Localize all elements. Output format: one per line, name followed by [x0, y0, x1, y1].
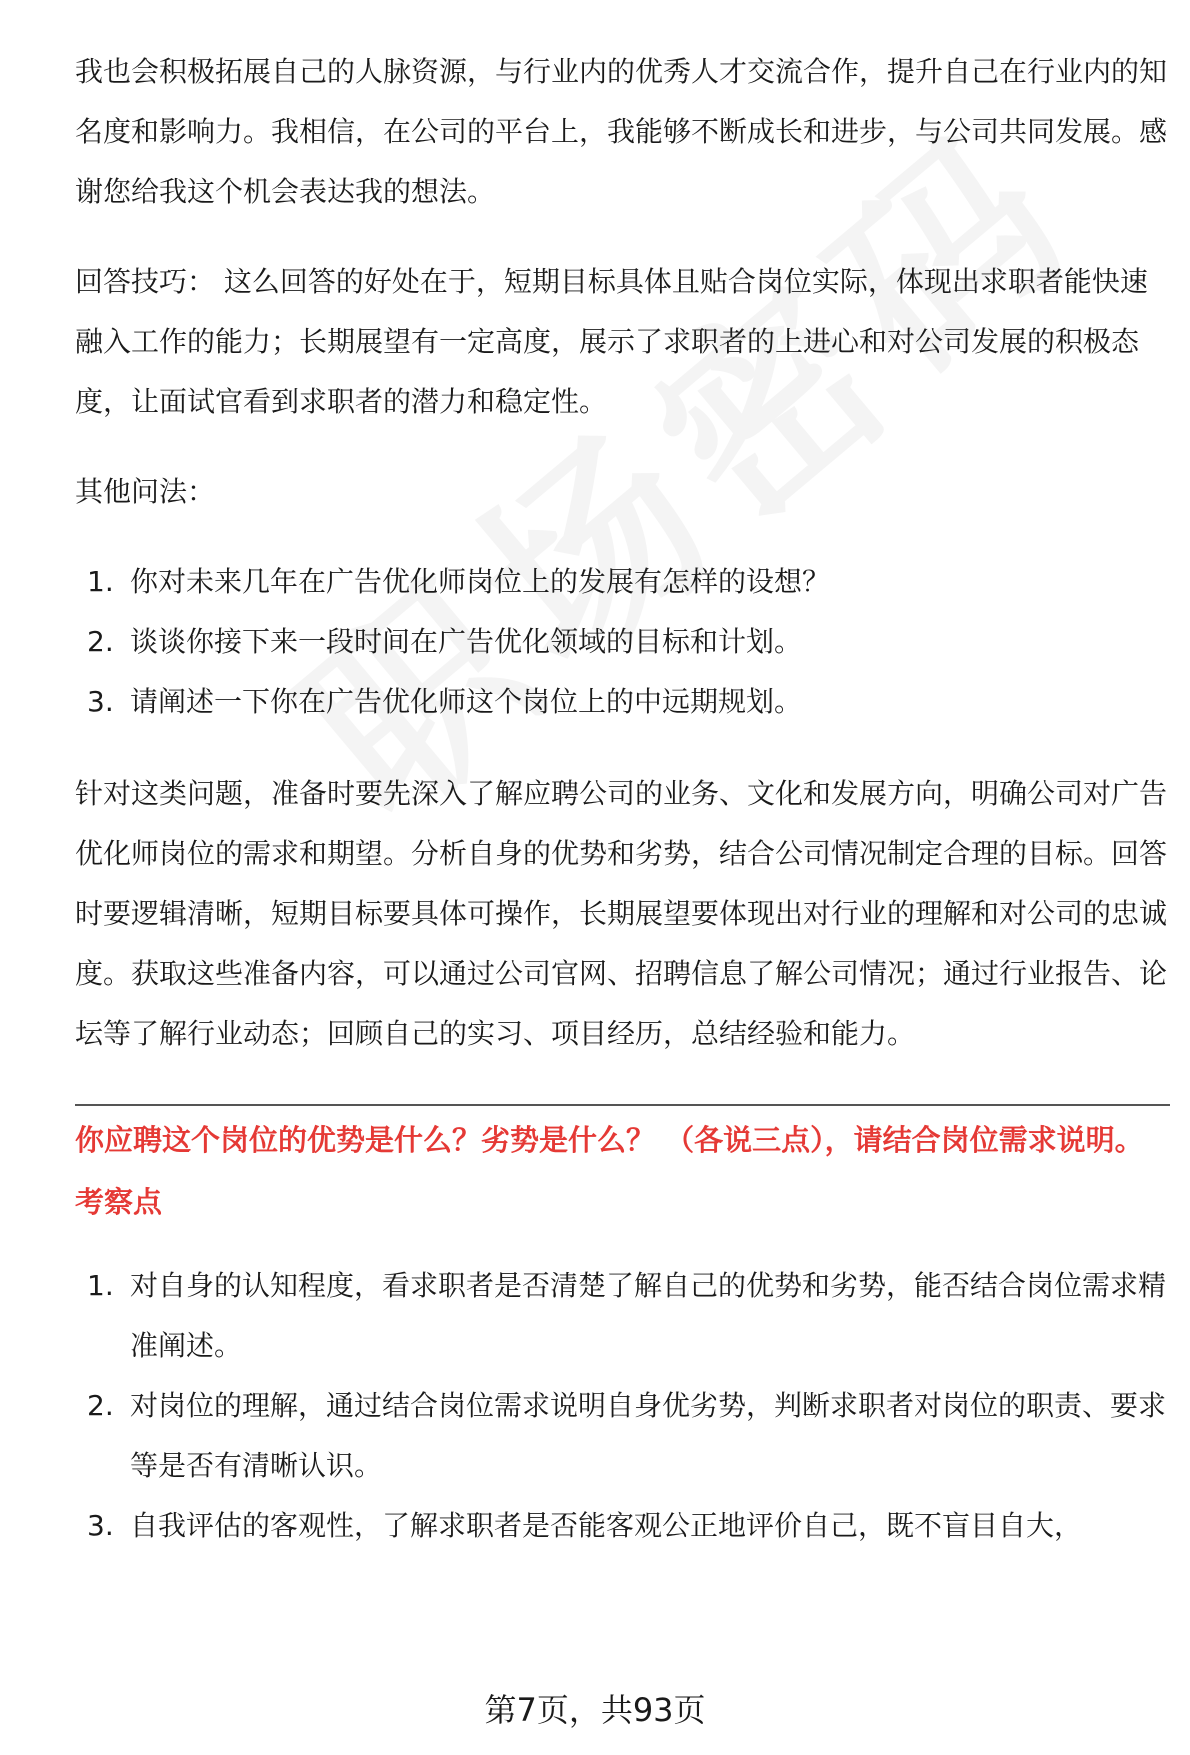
list-item-text: 自我评估的客观性，了解求职者是否能客观公正地评价自己，既不盲目自大，: [130, 1509, 1083, 1542]
page-number-footer: 第7页，共93页: [484, 1691, 706, 1729]
list-number: 2.: [87, 1389, 114, 1422]
other-questions-label: 其他问法：: [75, 475, 216, 508]
list-item-text: 请阐述一下你在广告优化师这个岗位上的中远期规划。: [130, 685, 803, 718]
other-questions-list: [75, 552, 1170, 732]
list-number: 1.: [87, 565, 114, 598]
list-number: 3.: [87, 685, 114, 718]
assessment-points-list: [75, 1256, 1170, 1556]
list-number: 2.: [87, 625, 114, 658]
intro-paragraph: 我也会积极拓展自己的人脉资源，与行业内的优秀人才交流合作，提升自己在行业内的知名度和影响力。我相信，在公司的平台上，我能够不断成长和进步，与公司共同发展。感谢您给我这个机会表达我的想法。: [75, 55, 1168, 208]
list-item-text: 对岗位的理解，通过结合岗位需求说明自身优劣势，判断求职者对岗位的职责、要求等是否有清晰认识。: [130, 1389, 1167, 1482]
tips-paragraph: 回答技巧： 这么回答的好处在于，短期目标具体且贴合岗位实际，体现出求职者能快速融入工作的能力；长期展望有一定高度，展示了求职者的上进心和对公司发展的积极态度，让面试官看到求职者的潜力和稳定性。: [75, 265, 1148, 418]
list-item-text: 你对未来几年在广告优化师岗位上的发展有怎样的设想？: [130, 565, 831, 598]
question-title: 你应聘这个岗位的优势是什么？劣势是什么？ （各说三点），请结合岗位需求说明。: [75, 1123, 1144, 1157]
list-item: [75, 1376, 1170, 1496]
list-item: [75, 552, 1170, 612]
list-item: [75, 1496, 1170, 1556]
list-item: [75, 1256, 1170, 1376]
list-number: 3.: [87, 1509, 114, 1542]
section-title: 考察点: [75, 1185, 163, 1219]
list-item: [75, 612, 1170, 672]
list-number: 1.: [87, 1269, 114, 1302]
page-content: [75, 42, 1170, 1556]
list-item-text: 谈谈你接下来一段时间在广告优化领域的目标和计划。: [130, 625, 803, 658]
prep-paragraph: 针对这类问题，准备时要先深入了解应聘公司的业务、文化和发展方向，明确公司对广告优化师岗位的需求和期望。分析自身的优势和劣势，结合公司情况制定合理的目标。回答时要逻辑清晰，短期目标要具体可操作，长期展望要体现出对行业的理解和对公司的忠诚度。获取这些准备内容，可以通过公司官网、招聘信息了解公司情况；通过行业报告、论坛等了解行业动态；回顾自己的实习、项目经历，总结经验和能力。: [75, 777, 1168, 1050]
section-divider: [75, 1104, 1170, 1106]
list-item-text: 对自身的认知程度，看求职者是否清楚了解自己的优势和劣势，能否结合岗位需求精准阐述。: [130, 1269, 1167, 1362]
list-item: [75, 672, 1170, 732]
